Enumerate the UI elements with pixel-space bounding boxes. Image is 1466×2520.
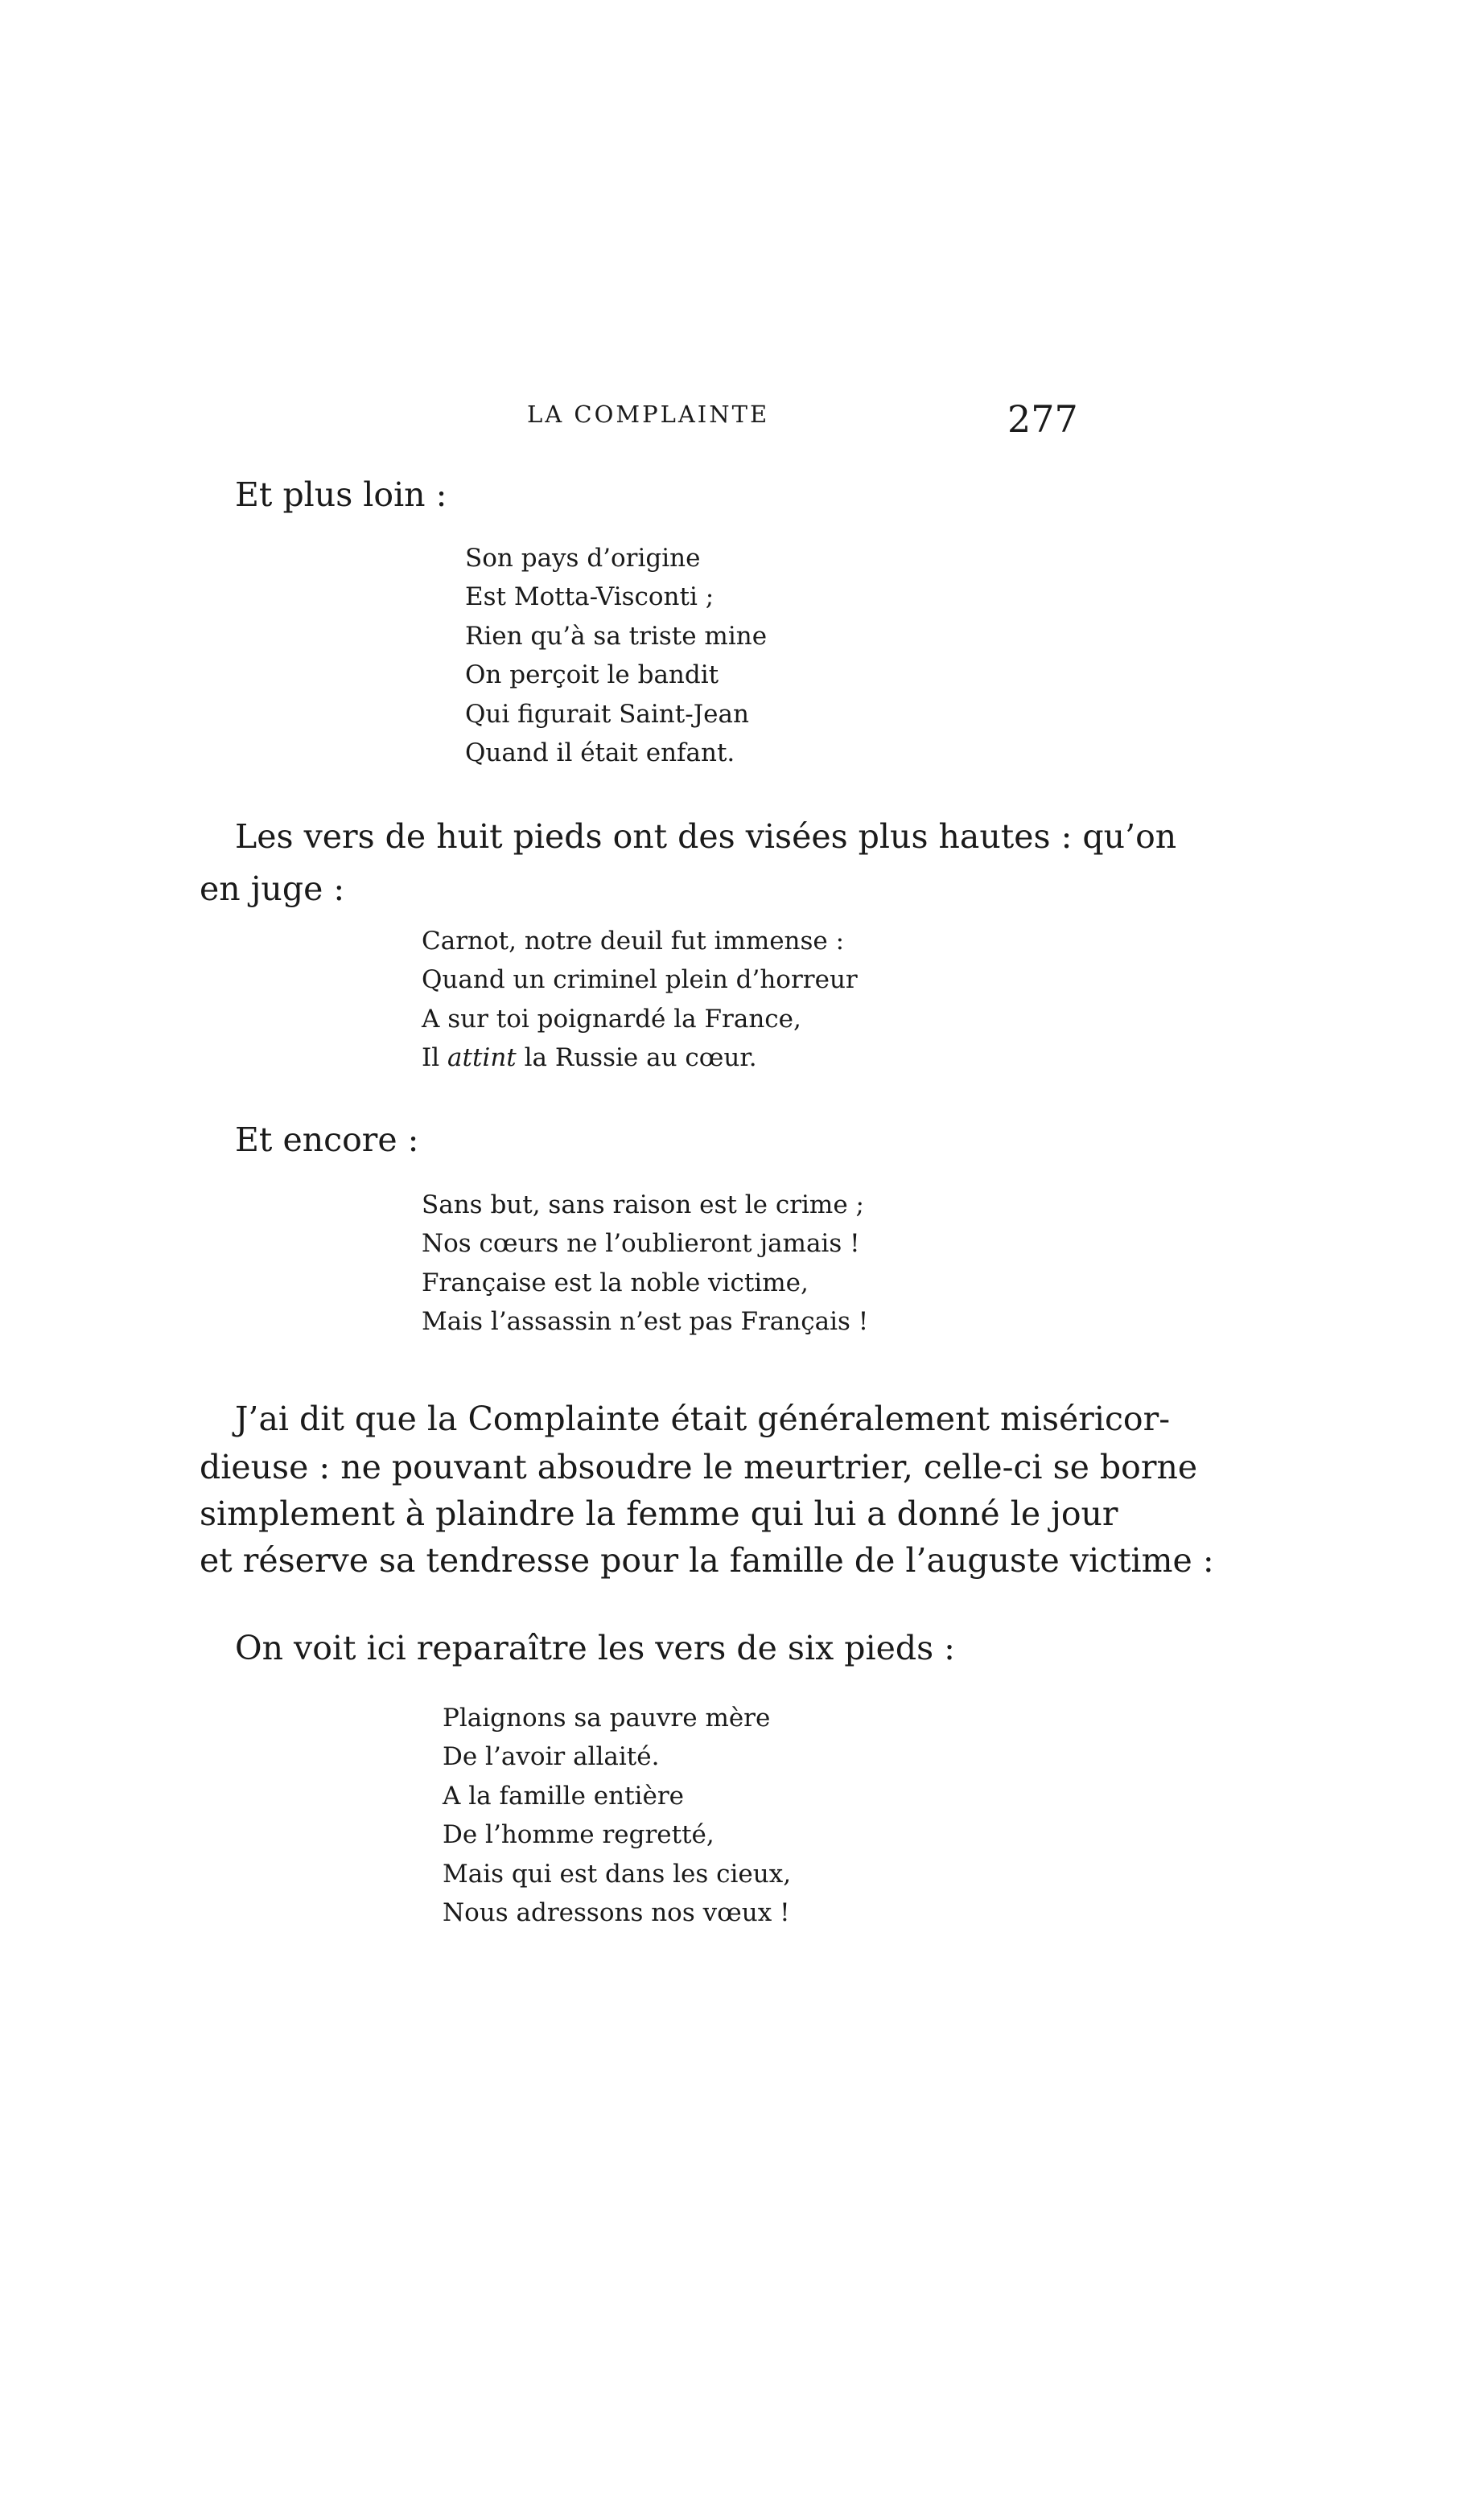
verse-line: On perçoit le bandit [465,660,719,690]
verse-line: Nous adressons nos vœux ! [443,1898,790,1928]
verse-line: A sur toi poignardé la France, [422,1004,801,1034]
verse-line: A la famille entière [443,1781,684,1811]
paragraph-1-line-1: Les vers de huit pieds ont des visées plus hautes : qu’on [235,817,1177,856]
italic-word: attint [447,1043,517,1073]
verse-line: Quand un criminel plein d’horreur [422,965,858,995]
verse-line: Est Motta-Visconti ; [465,582,714,612]
verse-line: Sans but, sans raison est le crime ; [422,1190,864,1219]
paragraph-2-line-4: et réserve sa tendresse pour la famille de l’auguste victime : [200,1541,1214,1580]
verse-stanza-2 [422,922,858,1078]
verse-line: Mais qui est dans les cieux, [443,1859,792,1889]
intro-line-1: Et plus loin : [235,475,447,514]
paragraph-2-line-3: simplement à plaindre la femme qui lui a donné le jour [200,1494,1118,1533]
page-number: 277 [1007,397,1078,441]
paragraph-1-line-2: en juge : [200,869,345,908]
verse-line: Mais l’assassin n’est pas Français ! [422,1307,869,1337]
verse-line: De l’avoir allaité. [443,1742,660,1772]
verse-line: Plaignons sa pauvre mère [443,1704,771,1733]
intro-line-3: On voit ici reparaître les vers de six pieds : [235,1629,955,1667]
intro-line-2: Et encore : [235,1120,419,1159]
verse-line: Il attint la Russie au cœur. [422,1043,757,1073]
verse-stanza-3 [422,1186,868,1342]
verse-stanza-1 [465,539,767,772]
running-title: LA COMPLAINTE [527,401,770,428]
paragraph-2-line-2: dieuse : ne pouvant absoudre le meurtrier, celle-ci se borne [200,1448,1198,1486]
verse-line: Rien qu’à sa triste mine [465,621,768,651]
verse-line: Française est la noble victime, [422,1268,809,1297]
verse-line: Carnot, notre deuil fut immense : [422,927,845,956]
verse-stanza-4 [443,1699,791,1932]
verse-line: Nos cœurs ne l’oublieront jamais ! [422,1229,860,1259]
verse-line: Quand il était enfant. [465,738,735,768]
verse-line: De l’homme regretté, [443,1820,714,1850]
verse-line: Qui figurait Saint-Jean [465,699,749,729]
verse-line: Son pays d’origine [465,544,701,573]
paragraph-2-line-1: J’ai dit que la Complainte était généralement miséricor- [235,1400,1171,1438]
